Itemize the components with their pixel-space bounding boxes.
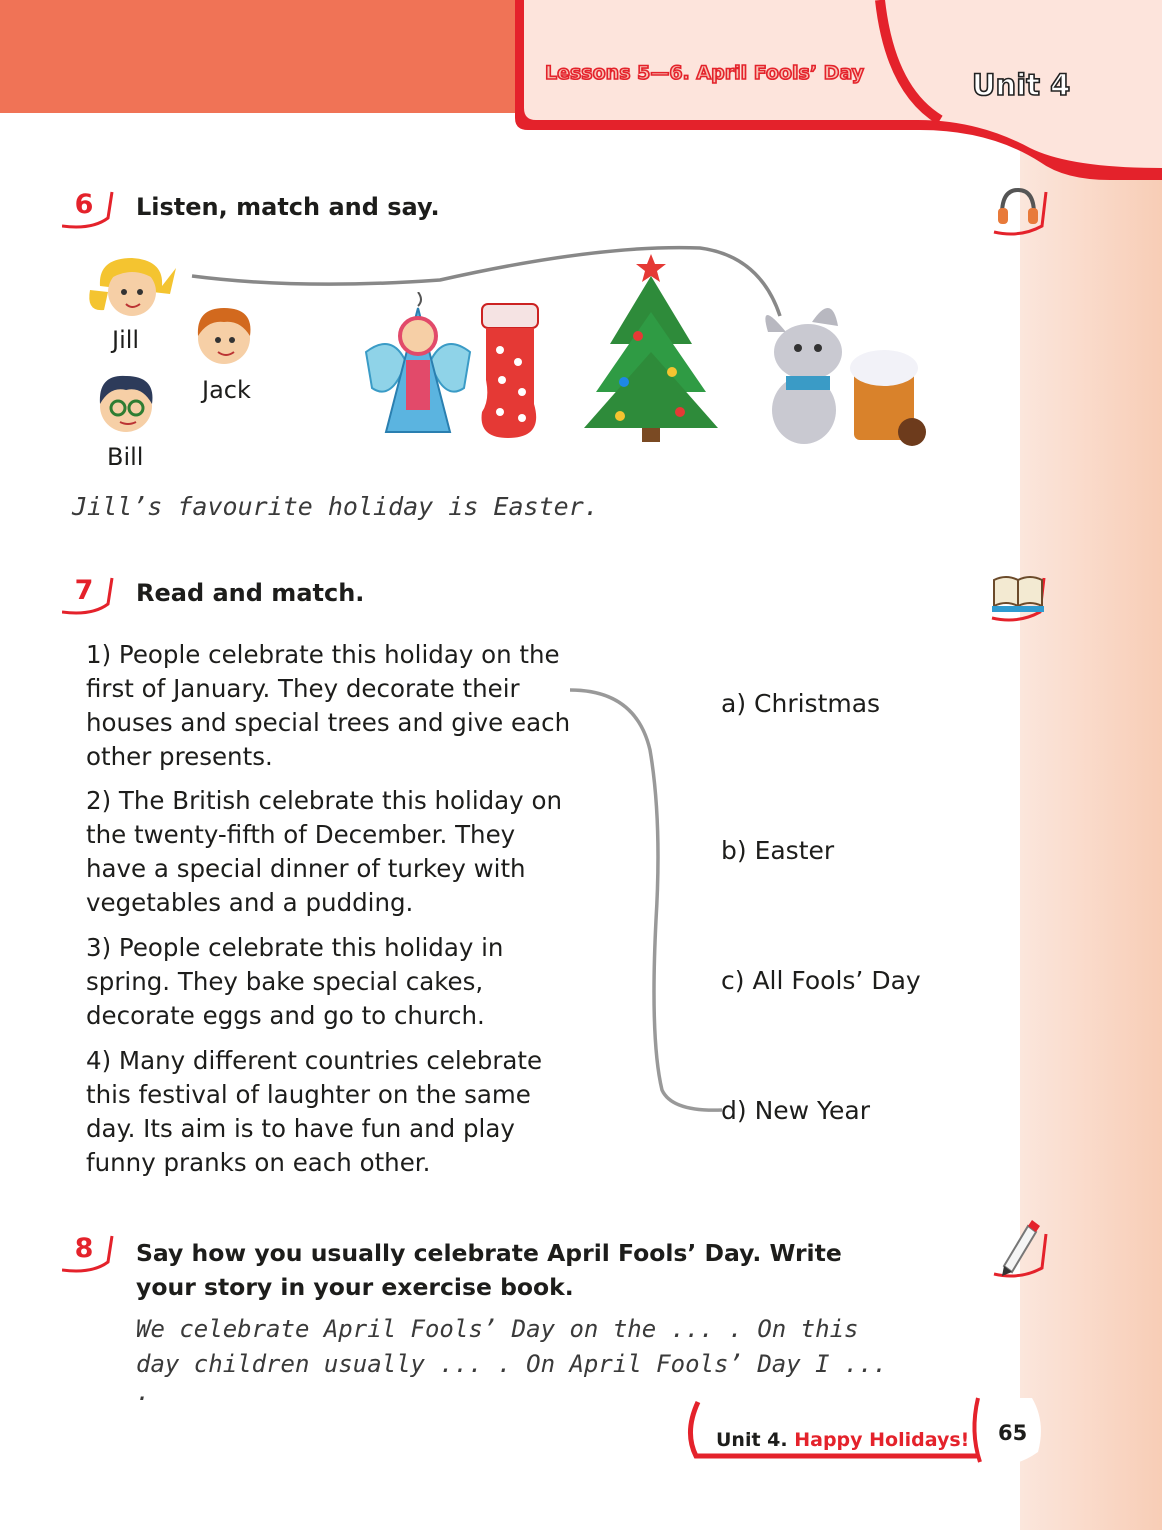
- option-d: d) New Year: [721, 1096, 870, 1125]
- paragraph-4: 4) Many different countries celebrate this festival of laughter on the same day. Its aim is to have fun and play funny pranks on each other.: [86, 1046, 543, 1177]
- right-margin-strip: [1020, 150, 1162, 1530]
- footer-unit-name: Happy Holidays!: [794, 1429, 970, 1451]
- exercise-7-instruction: Read and match.: [136, 579, 365, 607]
- unit-title: Unit 4: [972, 68, 1071, 102]
- angel-ornament-picture: [362, 292, 474, 444]
- pencil-icon: [990, 1220, 1052, 1282]
- jill-face-icon: [84, 250, 180, 322]
- exercise-8-number: 8: [62, 1230, 106, 1270]
- option-b: b) Easter: [721, 836, 835, 865]
- exercise-8-example-line-1: We celebrate April Fools’ Day on the ... . On this: [136, 1315, 859, 1343]
- bill-label: Bill: [107, 443, 144, 471]
- headphones-icon: [990, 180, 1050, 240]
- exercise-6-instruction: Listen, match and say.: [136, 193, 440, 221]
- christmas-stocking-picture: [472, 300, 554, 444]
- page-number: 65: [998, 1421, 1028, 1445]
- christmas-tree-picture: [580, 252, 722, 444]
- exercise-7-number: 7: [62, 572, 106, 612]
- paragraph-3: 3) People celebrate this holiday in spring. They bake special cakes, decorate eggs and go to church.: [86, 933, 504, 1030]
- footer-unit-label: [716, 1429, 969, 1451]
- lesson-title: Lessons 5—6. April Fools’ Day: [545, 62, 865, 84]
- book-icon: [988, 566, 1050, 626]
- footer-unit-number: Unit 4.: [716, 1429, 788, 1451]
- jack-label: Jack: [202, 376, 251, 404]
- paragraph-2: 2) The British celebrate this holiday on the twenty-fifth of December. They have a special dinner of turkey with vegetables and a pudding.: [86, 786, 562, 917]
- paragraph-1: 1) People celebrate this holiday on the first of January. They decorate their houses and special trees and give each other presents.: [86, 640, 571, 771]
- option-c: c) All Fools’ Day: [721, 966, 921, 995]
- match-line-7: [566, 680, 726, 1120]
- exercise-6-number: 6: [62, 186, 106, 226]
- exercise-6-example: Jill’s favourite holiday is Easter.: [72, 492, 599, 521]
- easter-bunny-cake-picture: [752, 292, 930, 452]
- exercise-8-instruction: Say how you usually celebrate April Fools’ Day. Write your story in your exercise book.: [136, 1239, 842, 1301]
- exercise-8-example-line-2: day children usually ... . On April Fools’ Day I ... .: [136, 1350, 888, 1406]
- option-a: a) Christmas: [721, 689, 881, 718]
- bill-face-icon: [90, 368, 162, 440]
- jill-label: Jill: [112, 326, 140, 354]
